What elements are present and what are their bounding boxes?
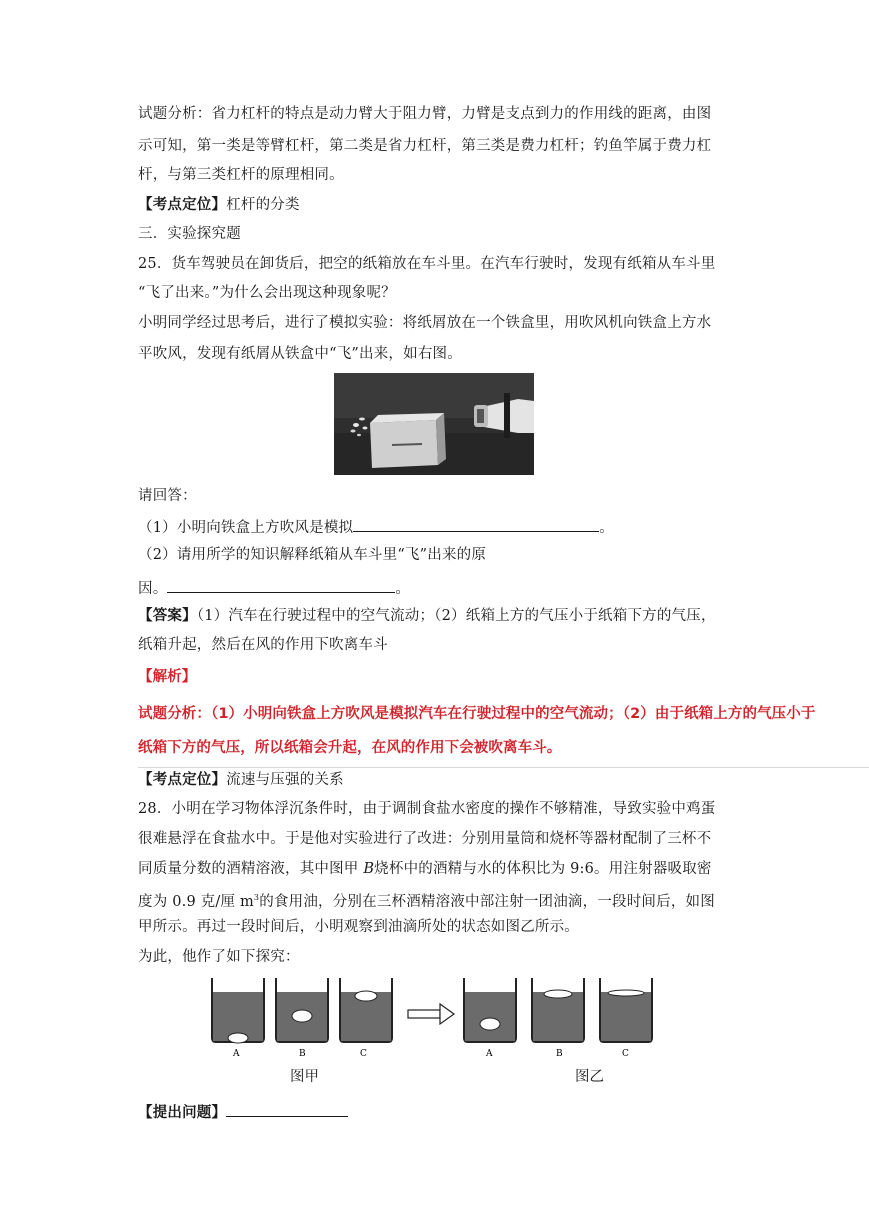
analysis-line: 示可知，第一类是等臂杠杆，第二类是省力杠杆，第三类是费力杠杆；钓鱼竿属于费力杠 [138, 138, 712, 154]
sub-question-1-end: 。 [599, 520, 614, 536]
sub-question-2-text: 因。 [138, 581, 168, 597]
kaodian-text: 杠杆的分类 [226, 197, 300, 213]
question-28-line: 很难悬浮在食盐水中。于是他对实验进行了改进：分别用量筒和烧杯等器材配制了三杯不 [138, 831, 712, 847]
label-yi-c: C [622, 1049, 629, 1059]
analysis-line: 试题分析：省力杠杆的特点是动力臂大于阻力臂，力臂是支点到力的作用线的距离，由图 [138, 106, 712, 122]
sub-question-1 [138, 515, 614, 538]
question-prompt-line [138, 1100, 348, 1123]
answer-blank-1[interactable] [353, 515, 599, 532]
beaker-yi-a [464, 978, 516, 1042]
question-28-line: 28．小明在学习物体浮沉条件时，由于调制食盐水密度的操作不够精准，导致实验中鸡蛋 [138, 801, 716, 817]
question-28-text: 烧杯中的酒精与水的体积比为 9:6。用注射器吸取密 [374, 861, 712, 877]
question-25-line: 25．货车驾驶员在卸货后，把空的纸箱放在车斗里。在汽车行驶时，发现有纸箱从车斗里 [138, 256, 716, 272]
sub-question-2-end: 。 [395, 581, 411, 597]
question-28-line [138, 888, 715, 912]
beaker-figure [208, 972, 668, 1064]
experiment-photo [334, 373, 534, 475]
kaodian-line [138, 770, 344, 790]
label-yi-b: B [556, 1049, 563, 1059]
question-28-text: 的食用油，分别在三杯酒精溶液中部注射一团油滴，一段时间后，如图 [259, 893, 715, 910]
jiexi-line: 纸箱下方的气压，所以纸箱会升起，在风的作用下会被吹离车斗。 [138, 740, 562, 756]
label-jia-b: B [299, 1049, 306, 1059]
beaker-yi-b [532, 978, 584, 1042]
question-25-line: 小明同学经过思考后，进行了模拟实验：将纸屑放在一个铁盒里，用吹风机向铁盒上方水 [138, 315, 712, 331]
kaodian-tag: 【考点定位】 [138, 771, 227, 788]
beaker-jia-c [340, 978, 392, 1042]
answer-blank-2[interactable] [167, 576, 395, 593]
sub-question-2-cont [138, 576, 410, 599]
answer-tag: 【答案】 [138, 607, 197, 624]
kaodian-line [138, 195, 300, 215]
beaker-yi-c [600, 978, 652, 1042]
beaker-label-b: B [363, 861, 375, 877]
superscript: 3 [253, 893, 260, 902]
question-28-text: 度为 0.9 克/厘 m [138, 893, 254, 910]
answer-text: （1）汽车在行驶过程中的空气流动；（2）纸箱上方的气压小于纸箱下方的气压， [196, 608, 716, 624]
jiexi-title: 【解析】 [138, 669, 197, 685]
answer-line: 纸箱升起，然后在风的作用下吹离车斗 [138, 637, 388, 653]
caption-jia: 图甲 [290, 1069, 319, 1085]
label-jia-c: C [360, 1049, 367, 1059]
kaodian-text: 流速与压强的关系 [226, 772, 344, 788]
section-divider [138, 767, 869, 768]
answer-blank-3[interactable] [226, 1100, 348, 1117]
question-25-line: 平吹风，发现有纸屑从铁盒中“飞”出来，如右图。 [138, 346, 462, 362]
question-28-line [138, 859, 712, 879]
question-28-line: 为此，他作了如下探究： [138, 949, 300, 965]
analysis-line: 杆，与第三类杠杆的原理相同。 [138, 167, 344, 183]
kaodian-tag: 【考点定位】 [138, 196, 227, 213]
section-heading: 三．实验探究题 [138, 226, 241, 242]
ask-line: 请回答： [138, 488, 197, 504]
label-jia-a: A [233, 1049, 240, 1059]
question-28-text: 同质量分数的酒精溶液，其中图甲 [138, 861, 364, 877]
question-25-line: “飞了出来。”为什么会出现这种现象呢？ [138, 285, 396, 301]
jiexi-line: 试题分析：（1）小明向铁盒上方吹风是模拟汽车在行驶过程中的空气流动；（2）由于纸箱上方的气压小于 [138, 706, 816, 722]
caption-yi: 图乙 [575, 1069, 604, 1085]
sub-question-2: （2）请用所学的知识解释纸箱从车斗里“飞”出来的原 [138, 547, 487, 563]
question-prompt-tag: 【提出问题】 [138, 1104, 227, 1121]
question-28-line: 甲所示。再过一段时间后，小明观察到油滴所处的状态如图乙所示。 [138, 919, 579, 935]
label-yi-a: A [486, 1049, 493, 1059]
beaker-jia-a [212, 978, 264, 1043]
answer-line [138, 606, 716, 626]
arrow-icon [408, 1004, 454, 1024]
sub-question-1-text: （1）小明向铁盒上方吹风是模拟 [138, 520, 354, 536]
beaker-jia-b [276, 978, 328, 1042]
